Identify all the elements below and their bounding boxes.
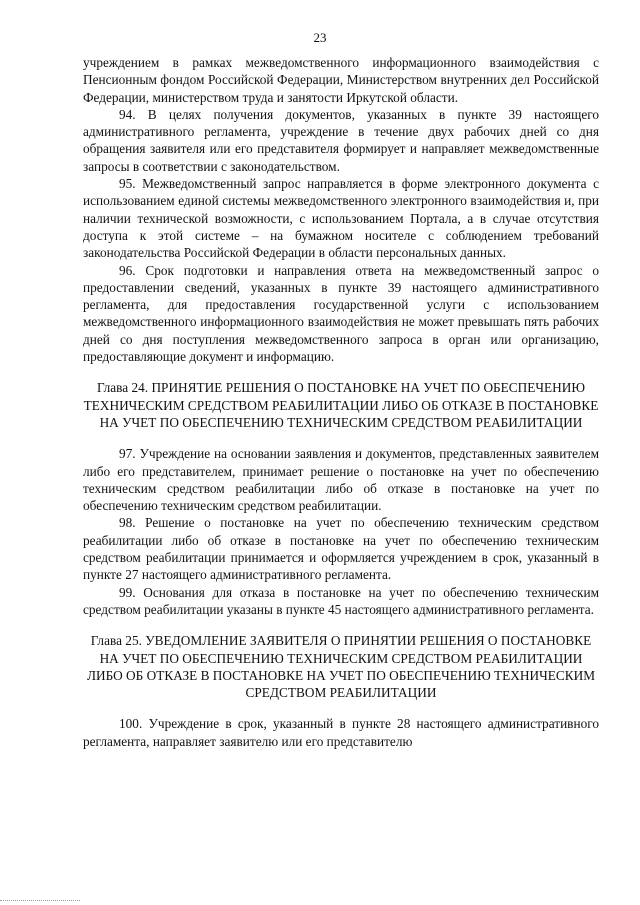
page-number: 23 (313, 30, 327, 45)
paragraph-98: 98. Решение о постановке на учет по обеспечению техническим средством реабилитации либо об отказе в постановке на учет по обеспечению техническим средством реабилитации принимается и оформляется учреждением в срок, указанный в пункте 27 настоящего административного регламента. (83, 515, 599, 583)
paragraph-99: 99. Основания для отказа в постановке на учет по обеспечению техническим средством реабилитации указаны в пункте 45 настоящего административного регламента. (83, 584, 599, 617)
paragraph-97: 97. Учреждение на основании заявления и документов, представленных заявителем либо его представителем, принимает решение о постановке на учет по обеспечению техническим средством реабилитации либо об отказе в постановке на учет по обеспечению техническим средством реабилитации. (83, 446, 599, 514)
paragraph-94: 94. В целях получения документов, указанных в пункте 39 настоящего административного регламента, учреждение в течение двух рабочих дней со дня обращения заявителя или его представителя формирует и направляет межведомственные запросы в соответствии с законодательством. (83, 106, 599, 174)
document-body (83, 54, 599, 750)
footer-divider (0, 900, 80, 901)
paragraph-95: 95. Межведомственный запрос направляется в форме электронного документа с использованием единой системы межведомственного электронного взаимодействия и, при наличии технической возможности, с использованием Портала, а в случае отсутствия доступа к этой системе – на бумажном носителе с соблюдением требований законодательства Российской Федерации в области персональных данных. (83, 176, 599, 261)
chapter-24-heading: Глава 24. ПРИНЯТИЕ РЕШЕНИЯ О ПОСТАНОВКЕ НА УЧЕТ ПО ОБЕСПЕЧЕНИЮ ТЕХНИЧЕСКИМ СРЕДСТВОМ РЕАБИЛИТАЦИИ ЛИБО ОБ ОТКАЗЕ В ПОСТАНОВКЕ НА УЧЕТ ПО ОБЕСПЕЧЕНИЮ ТЕХНИЧЕСКИМ СРЕДСТВОМ РЕАБИЛИТАЦИИ (83, 380, 599, 430)
chapter-25-heading: Глава 25. УВЕДОМЛЕНИЕ ЗАЯВИТЕЛЯ О ПРИНЯТИИ РЕШЕНИЯ О ПОСТАНОВКЕ НА УЧЕТ ПО ОБЕСПЕЧЕНИЮ ТЕХНИЧЕСКИМ СРЕДСТВОМ РЕАБИЛИТАЦИИ ЛИБО ОБ ОТКАЗЕ В ПОСТАНОВКЕ НА УЧЕТ ПО ОБЕСПЕЧЕНИЮ ТЕХНИЧЕСКИМ СРЕДСТВОМ РЕАБИЛИТАЦИИ (86, 633, 596, 701)
paragraph-100: 100. Учреждение в срок, указанный в пункте 28 настоящего административного регламента, направляет заявителю или его представителю (83, 716, 599, 749)
paragraph-96: 96. Срок подготовки и направления ответа на межведомственный запрос о предоставлении сведений, указанных в пункте 39 настоящего административного регламента, для предоставления государственной услуги с использованием межведомственного информационного взаимодействия не может превышать пять рабочих дней со дня поступления межведомственного запроса в орган или организацию, предоставляющие документ и информацию. (83, 262, 599, 365)
paragraph-continuation: учреждением в рамках межведомственного информационного взаимодействия с Пенсионным фондом Российской Федерации, Министерством внутренних дел Российской Федерации, министерством труда и занятости Иркутской области. (83, 55, 599, 105)
